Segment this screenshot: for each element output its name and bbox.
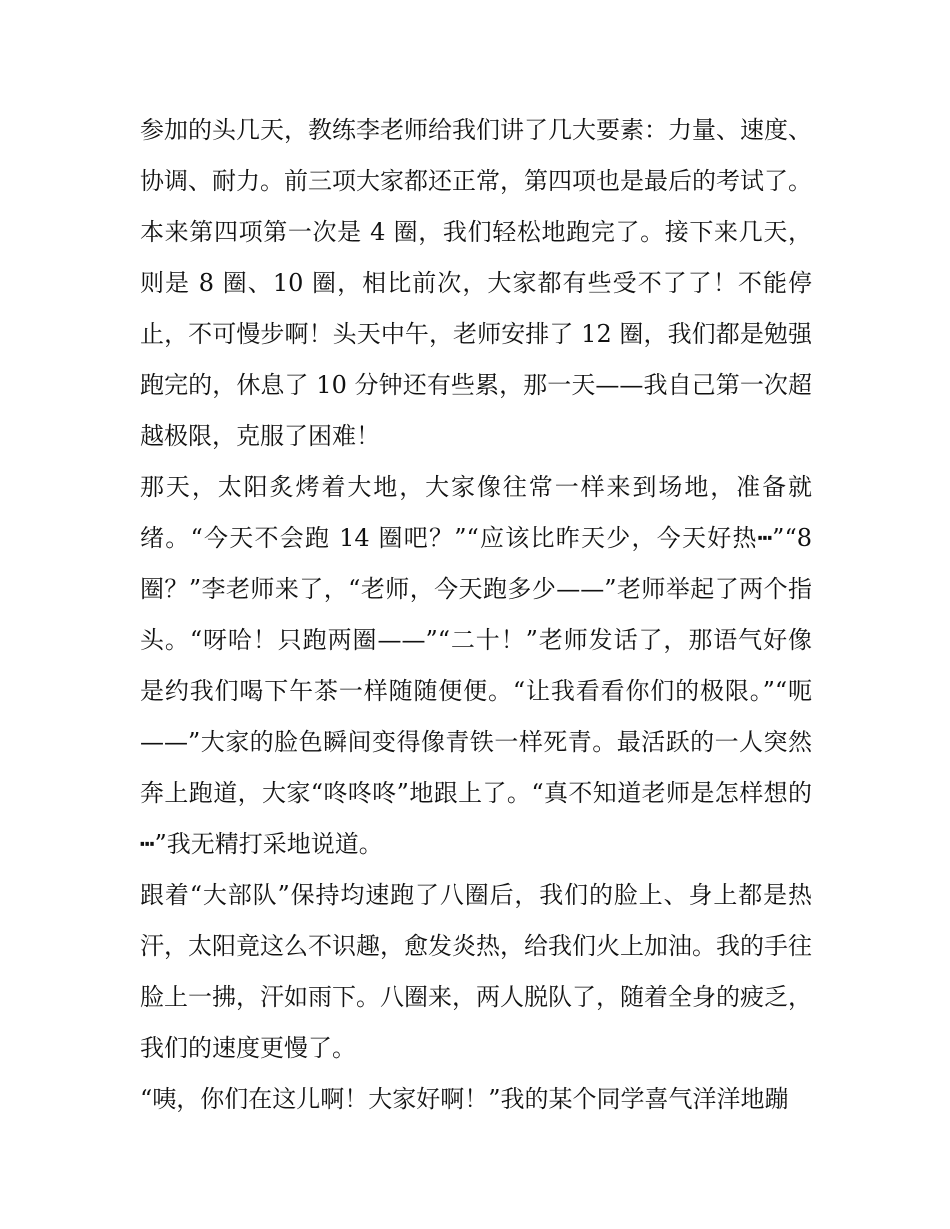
paragraph: 参加的头几天，教练李老师给我们讲了几大要素：力量、速度、协调、耐力。前三项大家都还正常，第四项也是最后的考试了。本来第四项第一次是 4 圈，我们轻松地跑完了。接下来几天，则是 8 圈、10 圈，相比前次，大家都有些受不了了！不能停止，不可慢步啊！头天中午，老师安排了 12 圈，我们都是勉强跑完的，休息了 10 分钟还有些累，那一天——我自己第一次超越极限，克服了困难！ xyxy=(140,116,812,450)
paragraph: 那天，太阳炙烤着大地，大家像往常一样来到场地，准备就绪。“今天不会跑 14 圈吧？”“应该比昨天少，今天好热┅”“8 圈？”李老师来了，“老师，今天跑多少——”老师举起了两个指头。“呀哈！只跑两圈——”“二十！”老师发话了，那语气好像是约我们喝下午茶一样随随便便。“让我看看你们的极限。”“呃——”大家的脸色瞬间变得像青铁一样死青。最活跃的一人突然奔上跑道，大家“咚咚咚”地跟上了。“真不知道老师是怎样想的┅”我无精打采地说道。 xyxy=(140,473,812,858)
document-page xyxy=(140,105,812,1125)
paragraph: 跟着“大部队”保持均速跑了八圈后，我们的脸上、身上都是热汗，太阳竟这么不识趣，愈发炎热，给我们火上加油。我的手往脸上一拂，汗如雨下。八圈来，两人脱队了，随着全身的疲乏，我们的速度更慢了。 xyxy=(140,881,812,1062)
paragraph: “咦，你们在这儿啊！大家好啊！”我的某个同学喜气洋洋地蹦 xyxy=(140,1085,789,1113)
